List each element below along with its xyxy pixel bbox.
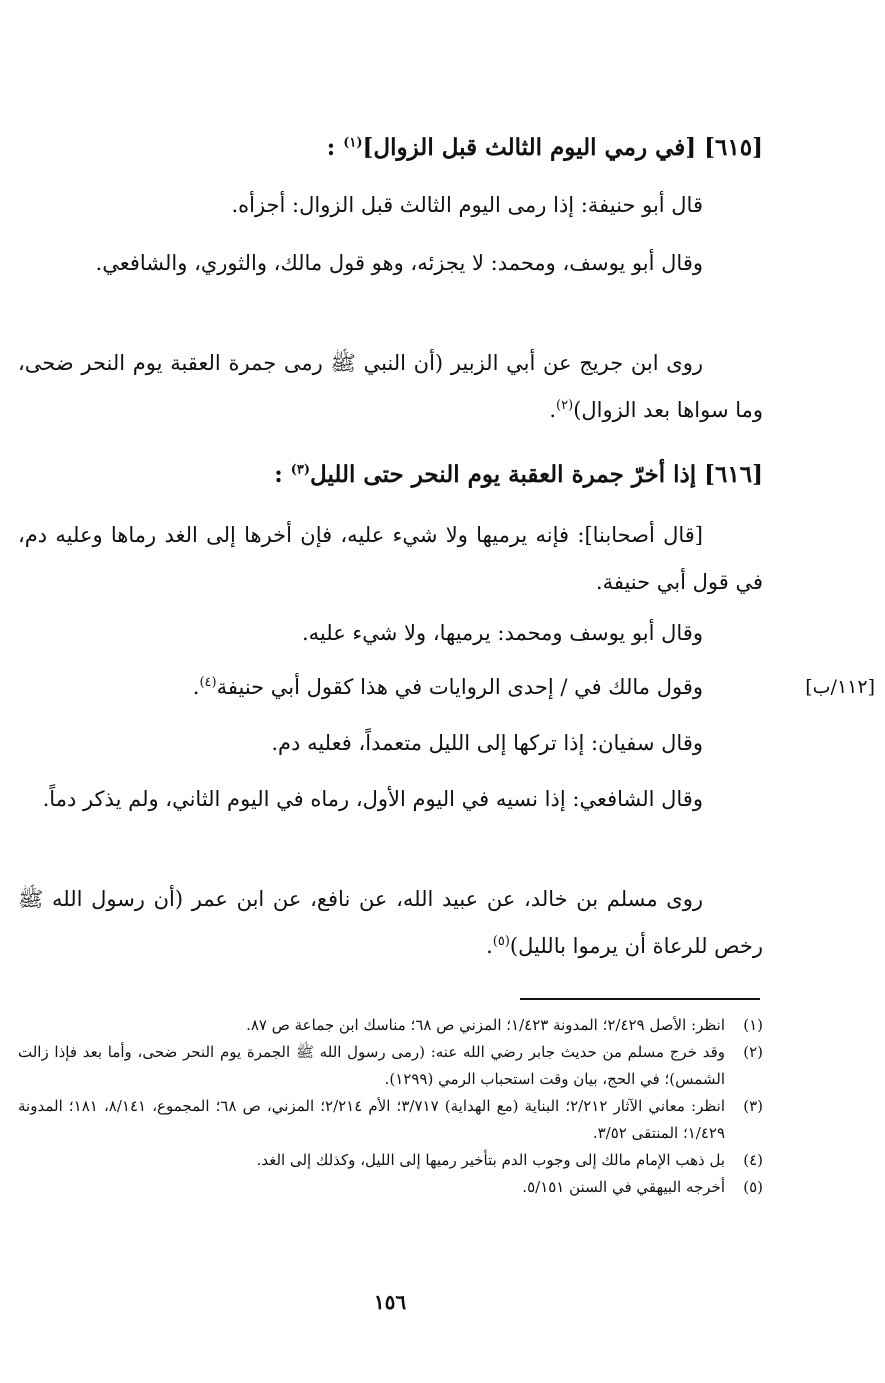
footnote-number: (٤) bbox=[743, 1151, 763, 1169]
paragraph: وقال الشافعي: إذا نسيه في اليوم الأول، رماه في اليوم الثاني، ولم يذكر دماً. bbox=[42, 787, 703, 811]
paragraph: وقال أبو يوسف ومحمد: يرميها، ولا شيء عليه. bbox=[301, 621, 703, 645]
footnote bbox=[18, 1093, 763, 1147]
footnote-ref: (١) bbox=[343, 135, 363, 151]
footnote-number: (٢) bbox=[743, 1043, 763, 1061]
paragraph bbox=[18, 876, 763, 970]
manuscript-folio-note: [١١٢/ب] bbox=[805, 676, 875, 698]
page-number: ١٥٦ bbox=[373, 1290, 407, 1314]
footnotes bbox=[18, 1012, 763, 1201]
footnote-ref: (٤) bbox=[199, 675, 217, 690]
footnote-number: (٥) bbox=[743, 1178, 763, 1196]
paragraph-tail: . bbox=[486, 934, 493, 958]
footnote-ref: (٥) bbox=[492, 934, 510, 949]
paragraph: [قال أصحابنا]: فإنه يرميها ولا شيء عليه، فإن أخرها إلى الغد رماها وعليه دم، في قول أبي حنيفة. bbox=[18, 523, 763, 594]
paragraph-text: روى ابن جريج عن أبي الزبير (أن النبي ﷺ رمى جمرة العقبة يوم النحر ضحى، وما سواها بعد الزوال) bbox=[18, 351, 763, 422]
paragraph: قال أبو حنيفة: إذا رمى اليوم الثالث قبل الزوال: أجزأه. bbox=[231, 193, 703, 217]
footnote bbox=[18, 1174, 763, 1201]
footnote-text: أخرجه البيهقي في السنن ٥/١٥١. bbox=[522, 1178, 725, 1196]
footnote bbox=[18, 1039, 763, 1093]
paragraph-tail: . bbox=[549, 398, 557, 422]
paragraph: وقال أبو يوسف، ومحمد: لا يجزئه، وهو قول مالك، والثوري، والشافعي. bbox=[95, 251, 703, 275]
paragraph bbox=[18, 664, 763, 711]
section-615-heading bbox=[18, 128, 763, 168]
paragraph bbox=[18, 340, 763, 434]
footnote-ref: (٣) bbox=[290, 462, 311, 478]
footnote-text: بل ذهب الإمام مالك إلى وجوب الدم بتأخير رميها إلى الليل، وكذلك إلى الغد. bbox=[256, 1151, 725, 1169]
heading-text: [٦١٥] [في رمي اليوم الثالث قبل الزوال] bbox=[362, 134, 763, 161]
paragraph-text: وقول مالك في / إحدى الروايات في هذا كقول أبي حنيفة bbox=[216, 675, 703, 699]
footnote-number: (٣) bbox=[743, 1097, 763, 1115]
paragraph-text: روى مسلم بن خالد، عن عبيد الله، عن نافع، عن ابن عمر (أن رسول الله ﷺ رخص للرعاة أن يرموا بالليل) bbox=[18, 887, 763, 958]
section-616-heading bbox=[18, 455, 763, 495]
paragraph-tail: . bbox=[192, 675, 200, 699]
footnote-number: (١) bbox=[743, 1016, 763, 1034]
footnote-ref: (٢) bbox=[556, 398, 574, 413]
footnote bbox=[18, 1147, 763, 1174]
heading-text: [٦١٦] إذا أخرّ جمرة العقبة يوم النحر حتى الليل bbox=[310, 461, 763, 488]
heading-tail: : bbox=[274, 461, 283, 488]
footnote bbox=[18, 1012, 763, 1039]
footnote-text: انظر: معاني الآثار ٢/٢١٢؛ البناية (مع الهداية) ٣/٧١٧؛ الأم ٢/٢١٤؛ المزني، ص ٦٨؛ المجموع، ٨/١٤١، ١٨١؛ المدونة ١/٤٢٩؛ المنتقى ٣/٥٢. bbox=[18, 1097, 725, 1142]
footnote-divider bbox=[520, 998, 760, 1000]
footnote-text: وقد خرج مسلم من حديث جابر رضي الله عنه: (رمى رسول الله ﷺ الجمرة يوم النحر ضحى، وأما بعد فإذا زالت الشمس)؛ في الحج، بيان وقت استحباب الرمي (١٢٩٩). bbox=[18, 1043, 725, 1088]
heading-tail: : bbox=[326, 134, 336, 161]
footnote-text: انظر: الأصل ٢/٤٢٩؛ المدونة ١/٤٢٣؛ المزني ص ٦٨؛ مناسك ابن جماعة ص ٨٧. bbox=[246, 1016, 725, 1034]
paragraph: وقال سفيان: إذا تركها إلى الليل متعمداً، فعليه دم. bbox=[271, 731, 703, 755]
